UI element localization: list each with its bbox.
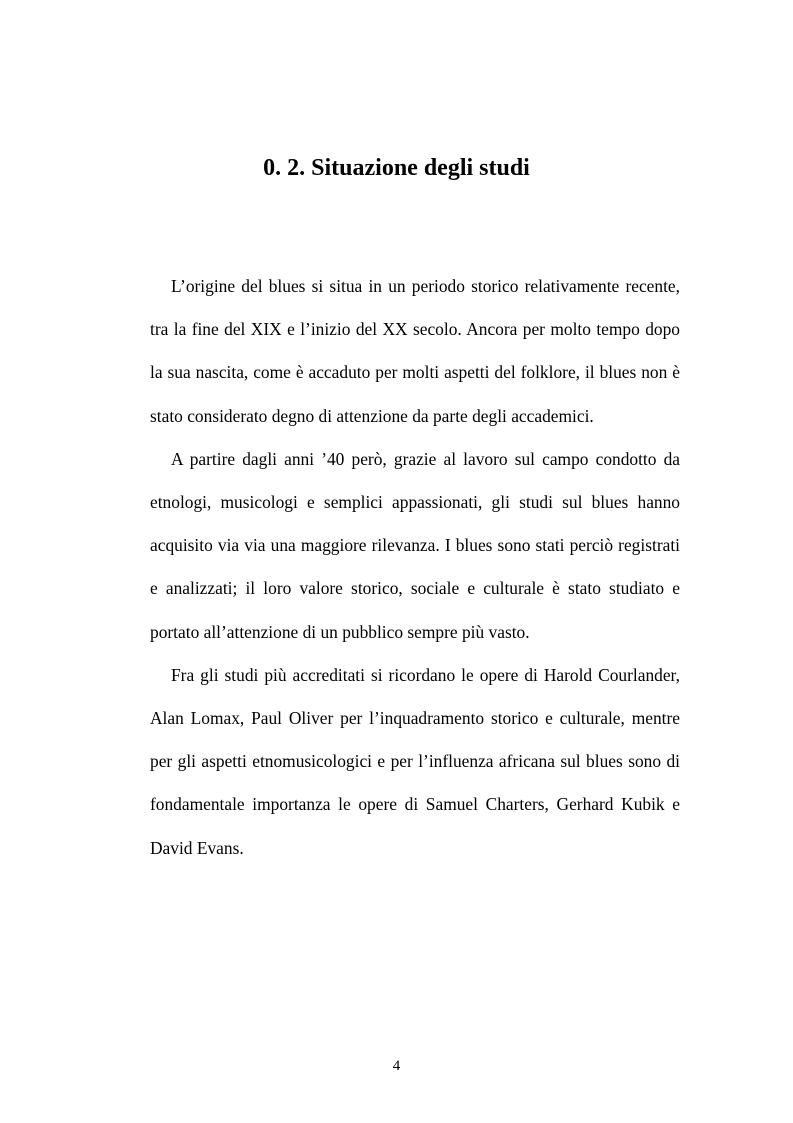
section-title: 0. 2. Situazione degli studi	[263, 155, 530, 181]
paragraph-2: A partire dagli anni ’40 però, grazie al lavoro sul campo condotto da etnologi, musicologi e semplici appassionati, gli studi sul blues hanno acquisito via via una maggiore rilevanza. I blues sono stati perciò registrati e analizzati; il loro valore storico, sociale e culturale è stato studiato e portato all’attenzione di un pubblico sempre più vasto.	[150, 448, 680, 642]
page-number: 4	[392, 1058, 401, 1074]
paragraph-3: Fra gli studi più accreditati si ricordano le opere di Harold Courlander, Alan Lomax, Paul Oliver per l’inquadramento storico e culturale, mentre per gli aspetti etnomusicologici e per l’influenza africana sul blues sono di fondamentale importanza le opere di Samuel Charters, Gerhard Kubik e David Evans.	[150, 664, 680, 858]
paragraph-1: L’origine del blues si situa in un periodo storico relativamente recente, tra la fine del XIX e l’inizio del XX secolo. Ancora per molto tempo dopo la sua nascita, come è accaduto per molti aspetti del folklore, il blues non è stato considerato degno di attenzione da parte degli accademici.	[150, 276, 680, 426]
body-text	[150, 265, 680, 870]
